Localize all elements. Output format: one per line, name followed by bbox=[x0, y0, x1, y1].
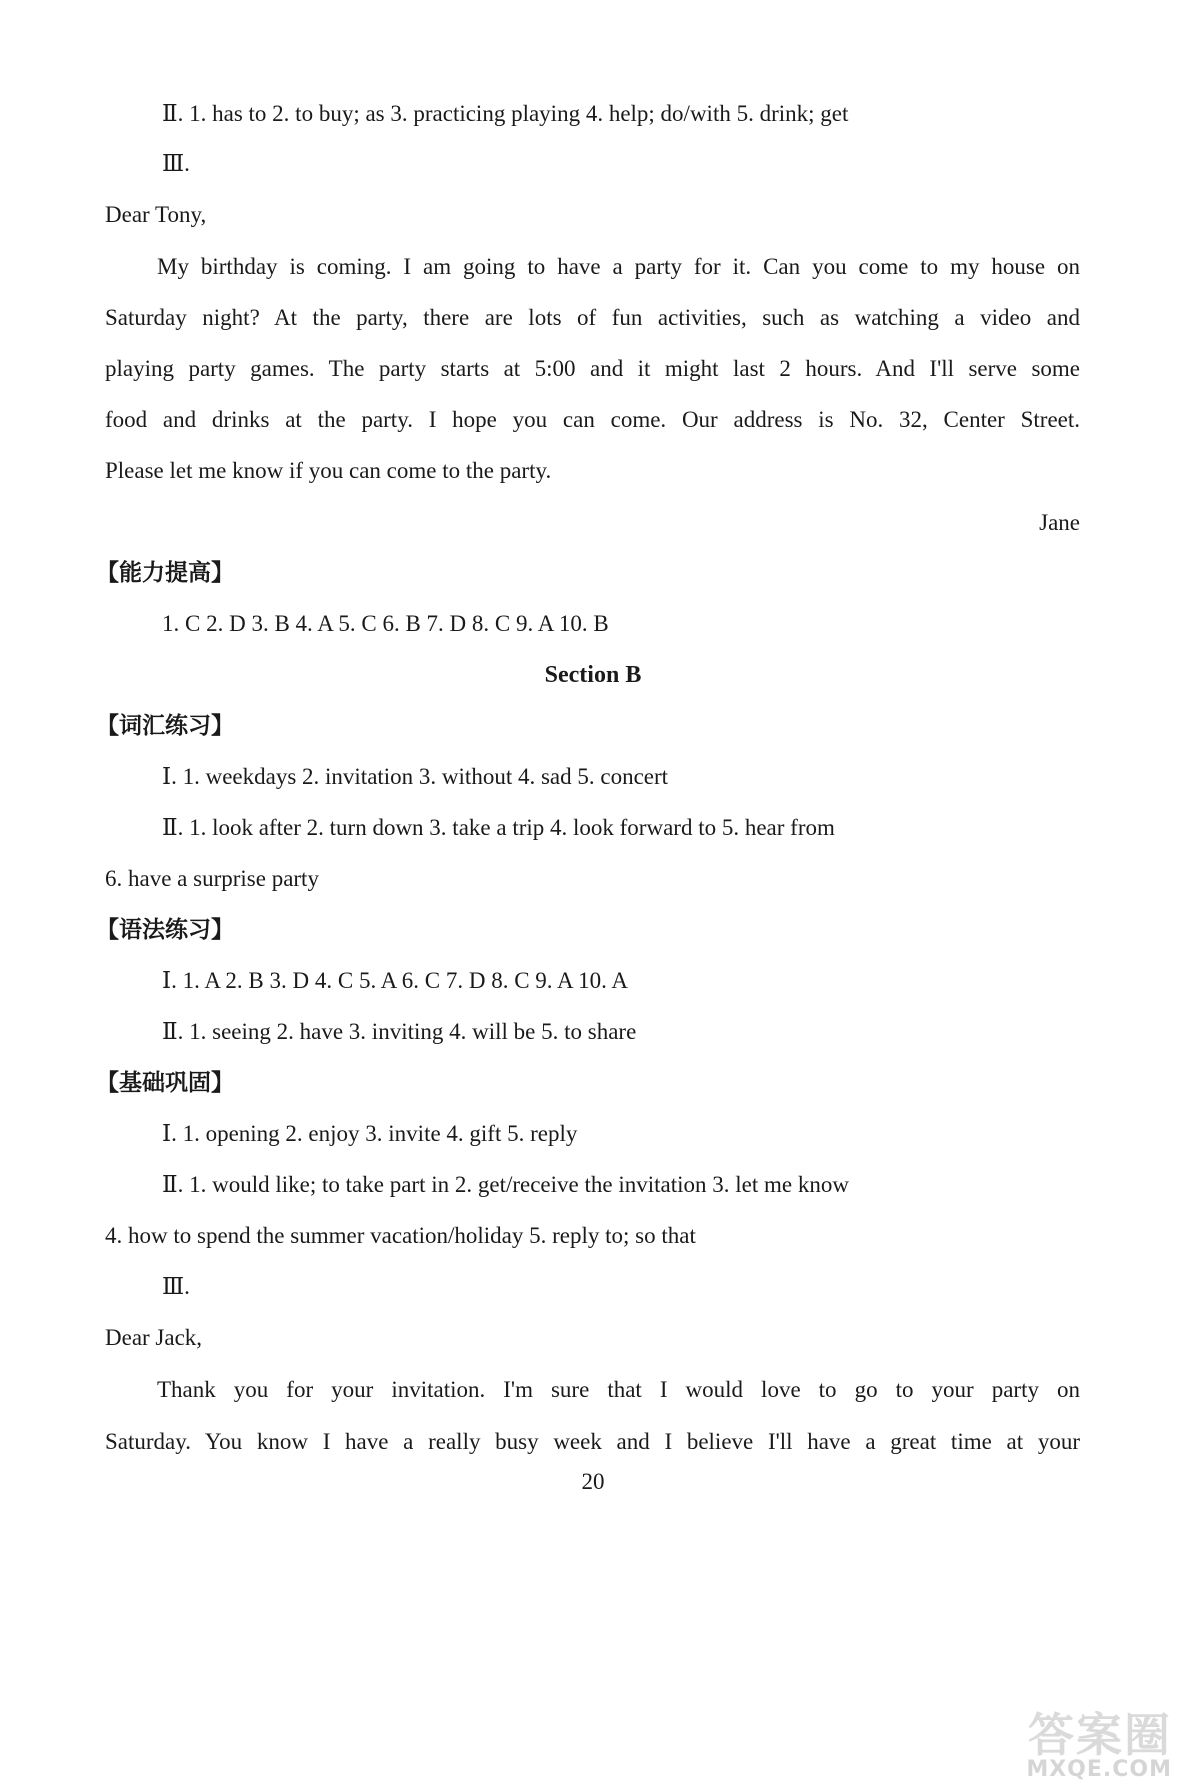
section-a-part-ii-answers: Ⅱ. 1. has to 2. to buy; as 3. practicing playing 4. help; do/with 5. drink; get bbox=[162, 101, 849, 126]
basics-part-ii-continued: 4. how to spend the summer vacation/holiday 5. reply to; so that bbox=[105, 1223, 696, 1248]
watermark-logo bbox=[972, 1708, 1172, 1784]
watermark-logo-text: 答案圈 bbox=[1028, 1708, 1172, 1762]
grammar-part-ii-answers: Ⅱ. 1. seeing 2. have 3. inviting 4. will be 5. to share bbox=[162, 1019, 637, 1044]
basics-part-i-answers: Ⅰ. 1. opening 2. enjoy 3. invite 4. gift 5. reply bbox=[162, 1121, 578, 1146]
letter2-line: Thank you for your invitation. I'm sure that I would love to go to your party on bbox=[157, 1377, 1080, 1402]
letter1-line: My birthday is coming. I am going to have a party for it. Can you come to my house on bbox=[157, 254, 1080, 279]
letter1-line: playing party games. The party starts at 5:00 and it might last 2 hours. And I'll serve some bbox=[105, 356, 1080, 381]
vocab-part-i-answers: Ⅰ. 1. weekdays 2. invitation 3. without 4. sad 5. concert bbox=[162, 764, 669, 789]
basics-part-iii-label: Ⅲ. bbox=[162, 1274, 190, 1299]
ability-answers: 1. C 2. D 3. B 4. A 5. C 6. B 7. D 8. C 9. A 10. B bbox=[162, 611, 609, 636]
letter1-line: Saturday night? At the party, there are lots of fun activities, such as watching a video and bbox=[105, 305, 1080, 330]
watermark-site-text: MXQE.COM bbox=[1026, 1757, 1172, 1782]
letter2-line: Saturday. You know I have a really busy week and I believe I'll have a great time at your bbox=[105, 1429, 1080, 1454]
page-number: 20 bbox=[581, 1469, 605, 1494]
basics-header: 【基础巩固】 bbox=[96, 1070, 234, 1096]
basics-part-ii-answers: Ⅱ. 1. would like; to take part in 2. get/receive the invitation 3. let me know bbox=[162, 1172, 849, 1197]
letter1-salutation: Dear Tony, bbox=[105, 202, 207, 227]
ability-header: 【能力提高】 bbox=[96, 560, 234, 586]
section-a-part-iii-label: Ⅲ. bbox=[162, 151, 190, 176]
letter1-line: Please let me know if you can come to the party. bbox=[105, 458, 552, 483]
vocab-part-ii-answers: Ⅱ. 1. look after 2. turn down 3. take a trip 4. look forward to 5. hear from bbox=[162, 815, 835, 840]
letter1-signature: Jane bbox=[1039, 510, 1080, 535]
vocab-part-ii-continued: 6. have a surprise party bbox=[105, 866, 319, 891]
grammar-header: 【语法练习】 bbox=[96, 917, 234, 943]
grammar-part-i-answers: Ⅰ. 1. A 2. B 3. D 4. C 5. A 6. C 7. D 8. C 9. A 10. A bbox=[162, 968, 628, 993]
section-b-title: Section B bbox=[544, 662, 642, 688]
letter2-salutation: Dear Jack, bbox=[105, 1325, 203, 1350]
vocab-header: 【词汇练习】 bbox=[96, 713, 234, 739]
letter1-line: food and drinks at the party. I hope you can come. Our address is No. 32, Center Street. bbox=[105, 407, 1080, 432]
